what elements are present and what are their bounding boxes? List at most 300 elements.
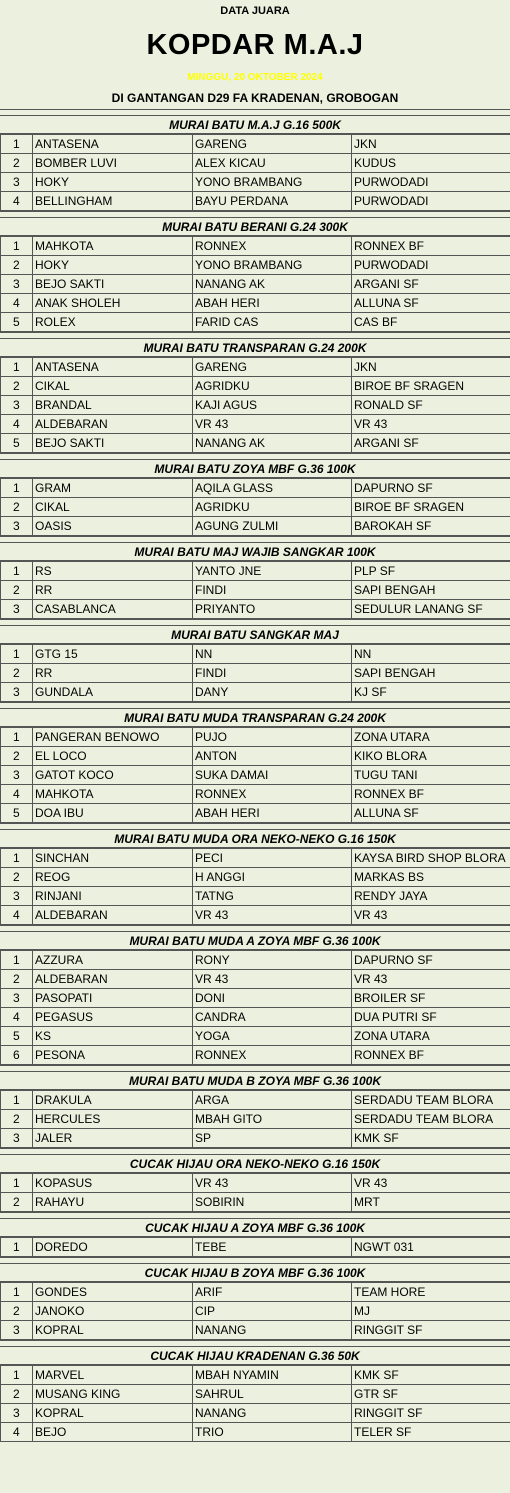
rank-cell: 1 [1,849,33,868]
team-cell: ARGANI SF [352,434,510,453]
team-cell: TUGU TANI [352,766,510,785]
rank-cell: 2 [1,1385,33,1404]
owner-name-cell: MBAH NYAMIN [193,1366,352,1385]
bird-name-cell: BRANDAL [33,396,193,415]
bird-name-cell: MUSANG KING [33,1385,193,1404]
owner-name-cell: ABAH HERI [193,804,352,823]
bird-name-cell: GRAM [33,479,193,498]
header-subtitle: DATA JUARA [220,5,290,17]
class-section [0,453,510,536]
event-venue: DI GANTANGAN D29 FA KRADENAN, GROBOGAN [111,91,399,105]
table-row [1,1238,510,1257]
owner-name-cell: VR 43 [193,970,352,989]
rank-cell: 3 [1,396,33,415]
table-row [1,1129,510,1148]
team-cell: RONNEX BF [352,785,510,804]
team-cell: BIROE BF SRAGEN [352,498,510,517]
class-section [0,925,510,1065]
team-cell: BROILER SF [352,989,510,1008]
bird-name-cell: HOKY [33,173,193,192]
table-row [1,664,510,683]
rank-cell: 1 [1,562,33,581]
bird-name-cell: CIKAL [33,377,193,396]
class-section [0,1065,510,1148]
table-row [1,1091,510,1110]
bird-name-cell: JANOKO [33,1302,193,1321]
class-section [0,536,510,619]
class-section [0,1212,510,1257]
rank-cell: 1 [1,1174,33,1193]
table-row [1,517,510,536]
rank-cell: 1 [1,479,33,498]
bird-name-cell: RR [33,581,193,600]
header [0,0,510,109]
team-cell: VR 43 [352,1174,510,1193]
rank-cell: 2 [1,498,33,517]
results-table [0,1090,510,1148]
bird-name-cell: BEJO [33,1423,193,1442]
bird-name-cell: MAHKOTA [33,237,193,256]
table-row [1,951,510,970]
rank-cell: 1 [1,358,33,377]
team-cell: PLP SF [352,562,510,581]
bird-name-cell: ROLEX [33,313,193,332]
table-row [1,377,510,396]
rank-cell: 3 [1,1404,33,1423]
rank-cell: 2 [1,664,33,683]
owner-name-cell: RONY [193,951,352,970]
rank-cell: 3 [1,600,33,619]
team-cell: RONALD SF [352,396,510,415]
class-title: MURAI BATU SANGKAR MAJ [0,625,510,644]
team-cell: KIKO BLORA [352,747,510,766]
class-title: MURAI BATU MUDA ORA NEKO-NEKO G.16 150K [0,829,510,848]
bird-name-cell: CIKAL [33,498,193,517]
class-section [0,1148,510,1212]
rank-cell: 2 [1,377,33,396]
table-row [1,887,510,906]
bird-name-cell: RAHAYU [33,1193,193,1212]
bird-name-cell: DOREDO [33,1238,193,1257]
owner-name-cell: PRIYANTO [193,600,352,619]
team-cell: PURWODADI [352,256,510,275]
owner-name-cell: PUJO [193,728,352,747]
results-table [0,357,510,453]
table-row [1,434,510,453]
team-cell: SERDADU TEAM BLORA [352,1110,510,1129]
team-cell: ALLUNA SF [352,294,510,313]
owner-name-cell: RONNEX [193,1046,352,1065]
table-row [1,1174,510,1193]
bird-name-cell: BELLINGHAM [33,192,193,211]
bird-name-cell: ALDEBARAN [33,970,193,989]
bird-name-cell: BEJO SAKTI [33,275,193,294]
table-row [1,906,510,925]
owner-name-cell: YOGA [193,1027,352,1046]
rank-cell: 3 [1,887,33,906]
bird-name-cell: OASIS [33,517,193,536]
bird-name-cell: PEGASUS [33,1008,193,1027]
rank-cell: 1 [1,1091,33,1110]
team-cell: KMK SF [352,1129,510,1148]
bird-name-cell: JALER [33,1129,193,1148]
team-cell: RONNEX BF [352,237,510,256]
rank-cell: 4 [1,1008,33,1027]
table-row [1,1193,510,1212]
bird-name-cell: ALDEBARAN [33,906,193,925]
rank-cell: 3 [1,989,33,1008]
team-cell: CAS BF [352,313,510,332]
table-row [1,1027,510,1046]
rank-cell: 4 [1,785,33,804]
team-cell: BAROKAH SF [352,517,510,536]
table-row [1,358,510,377]
bird-name-cell: GONDES [33,1283,193,1302]
team-cell: VR 43 [352,415,510,434]
bird-name-cell: SINCHAN [33,849,193,868]
owner-name-cell: BAYU PERDANA [193,192,352,211]
owner-name-cell: VR 43 [193,906,352,925]
team-cell: PURWODADI [352,173,510,192]
owner-name-cell: ABAH HERI [193,294,352,313]
owner-name-cell: FINDI [193,581,352,600]
rank-cell: 3 [1,766,33,785]
rank-cell: 1 [1,1238,33,1257]
rank-cell: 2 [1,1302,33,1321]
bird-name-cell: DOA IBU [33,804,193,823]
table-row [1,970,510,989]
rank-cell: 1 [1,951,33,970]
rank-cell: 3 [1,1129,33,1148]
team-cell: VR 43 [352,906,510,925]
rank-cell: 5 [1,434,33,453]
owner-name-cell: SUKA DAMAI [193,766,352,785]
bird-name-cell: RR [33,664,193,683]
class-title: MURAI BATU M.A.J G.16 500K [0,115,510,134]
bird-name-cell: GATOT KOCO [33,766,193,785]
team-cell: RINGGIT SF [352,1404,510,1423]
bird-name-cell: HERCULES [33,1110,193,1129]
rank-cell: 4 [1,415,33,434]
rank-cell: 4 [1,1423,33,1442]
team-cell: VR 43 [352,970,510,989]
bird-name-cell: DRAKULA [33,1091,193,1110]
class-title: MURAI BATU TRANSPARAN G.24 200K [0,338,510,357]
owner-name-cell: GARENG [193,358,352,377]
owner-name-cell: NANANG AK [193,434,352,453]
class-section [0,211,510,332]
class-section [0,702,510,823]
rank-cell: 1 [1,1366,33,1385]
results-table [0,134,510,211]
table-row [1,1366,510,1385]
results-table [0,950,510,1065]
team-cell: KAYSA BIRD SHOP BLORA [352,849,510,868]
team-cell: PURWODADI [352,192,510,211]
rank-cell: 1 [1,728,33,747]
table-row [1,1404,510,1423]
owner-name-cell: NANANG AK [193,275,352,294]
team-cell: DAPURNO SF [352,951,510,970]
table-row [1,747,510,766]
owner-name-cell: RONNEX [193,785,352,804]
table-row [1,1046,510,1065]
bird-name-cell: PESONA [33,1046,193,1065]
owner-name-cell: DONI [193,989,352,1008]
team-cell: ALLUNA SF [352,804,510,823]
class-title: MURAI BATU ZOYA MBF G.36 100K [0,459,510,478]
owner-name-cell: SP [193,1129,352,1148]
team-cell: MRT [352,1193,510,1212]
bird-name-cell: ANTASENA [33,358,193,377]
results-table [0,1365,510,1442]
bird-name-cell: HOKY [33,256,193,275]
class-title: CUCAK HIJAU B ZOYA MBF G.36 100K [0,1263,510,1282]
class-title: MURAI BATU MAJ WAJIB SANGKAR 100K [0,542,510,561]
rank-cell: 3 [1,173,33,192]
rank-cell: 3 [1,517,33,536]
team-cell: KJ SF [352,683,510,702]
results-table [0,727,510,823]
results-table [0,561,510,619]
owner-name-cell: TRIO [193,1423,352,1442]
table-row [1,415,510,434]
team-cell: TELER SF [352,1423,510,1442]
owner-name-cell: YONO BRAMBANG [193,173,352,192]
team-cell: RINGGIT SF [352,1321,510,1340]
rank-cell: 4 [1,294,33,313]
table-row [1,562,510,581]
bird-name-cell: BOMBER LUVI [33,154,193,173]
class-title: MURAI BATU MUDA A ZOYA MBF G.36 100K [0,931,510,950]
class-title: MURAI BATU BERANI G.24 300K [0,217,510,236]
owner-name-cell: ARGA [193,1091,352,1110]
team-cell: RENDY JAYA [352,887,510,906]
table-row [1,396,510,415]
owner-name-cell: SAHRUL [193,1385,352,1404]
table-row [1,1302,510,1321]
class-section [0,1340,510,1442]
class-section [0,823,510,925]
table-row [1,1110,510,1129]
owner-name-cell: RONNEX [193,237,352,256]
table-row [1,237,510,256]
table-row [1,294,510,313]
class-title: MURAI BATU MUDA TRANSPARAN G.24 200K [0,708,510,727]
team-cell: ZONA UTARA [352,728,510,747]
rank-cell: 4 [1,906,33,925]
bird-name-cell: GUNDALA [33,683,193,702]
bird-name-cell: MAHKOTA [33,785,193,804]
rank-cell: 2 [1,581,33,600]
bird-name-cell: GTG 15 [33,645,193,664]
bird-name-cell: RS [33,562,193,581]
results-table [0,478,510,536]
rank-cell: 1 [1,645,33,664]
owner-name-cell: TEBE [193,1238,352,1257]
rank-cell: 4 [1,192,33,211]
table-row [1,728,510,747]
owner-name-cell: NANANG [193,1404,352,1423]
page-title: KOPDAR M.A.J [146,29,364,61]
bird-name-cell: MARVEL [33,1366,193,1385]
owner-name-cell: ANTON [193,747,352,766]
owner-name-cell: AGRIDKU [193,377,352,396]
class-section [0,619,510,702]
table-row [1,275,510,294]
table-row [1,192,510,211]
event-date: MINGGU, 20 OKTOBER 2024 [187,72,323,83]
team-cell: JKN [352,135,510,154]
rank-cell: 2 [1,970,33,989]
rank-cell: 2 [1,1110,33,1129]
team-cell: SEDULUR LANANG SF [352,600,510,619]
owner-name-cell: FINDI [193,664,352,683]
table-row [1,135,510,154]
owner-name-cell: AQILA GLASS [193,479,352,498]
table-row [1,989,510,1008]
bird-name-cell: REOG [33,868,193,887]
owner-name-cell: YONO BRAMBANG [193,256,352,275]
owner-name-cell: GARENG [193,135,352,154]
bird-name-cell: PASOPATI [33,989,193,1008]
table-row [1,1423,510,1442]
class-title: CUCAK HIJAU A ZOYA MBF G.36 100K [0,1218,510,1237]
team-cell: BIROE BF SRAGEN [352,377,510,396]
class-section [0,332,510,453]
bird-name-cell: ANAK SHOLEH [33,294,193,313]
rank-cell: 5 [1,1027,33,1046]
owner-name-cell: AGUNG ZULMI [193,517,352,536]
owner-name-cell: SOBIRIN [193,1193,352,1212]
rank-cell: 2 [1,747,33,766]
bird-name-cell: KOPRAL [33,1404,193,1423]
team-cell: RONNEX BF [352,1046,510,1065]
owner-name-cell: FARID CAS [193,313,352,332]
results-table [0,1282,510,1340]
owner-name-cell: NANANG [193,1321,352,1340]
owner-name-cell: YANTO JNE [193,562,352,581]
owner-name-cell: MBAH GITO [193,1110,352,1129]
class-title: CUCAK HIJAU ORA NEKO-NEKO G.16 150K [0,1154,510,1173]
class-title: MURAI BATU MUDA B ZOYA MBF G.36 100K [0,1071,510,1090]
bird-name-cell: KOPASUS [33,1174,193,1193]
owner-name-cell: DANY [193,683,352,702]
table-row [1,1321,510,1340]
rank-cell: 3 [1,275,33,294]
results-table [0,1237,510,1257]
owner-name-cell: ARIF [193,1283,352,1302]
class-title: CUCAK HIJAU KRADENAN G.36 50K [0,1346,510,1365]
team-cell: KUDUS [352,154,510,173]
rank-cell: 6 [1,1046,33,1065]
rank-cell: 5 [1,804,33,823]
team-cell: GTR SF [352,1385,510,1404]
table-row [1,173,510,192]
bird-name-cell: ANTASENA [33,135,193,154]
team-cell: SAPI BENGAH [352,664,510,683]
results-sections [0,109,510,1442]
table-row [1,683,510,702]
table-row [1,581,510,600]
bird-name-cell: EL LOCO [33,747,193,766]
rank-cell: 2 [1,256,33,275]
owner-name-cell: CANDRA [193,1008,352,1027]
table-row [1,1008,510,1027]
results-table [0,848,510,925]
table-row [1,645,510,664]
owner-name-cell: KAJI AGUS [193,396,352,415]
team-cell: ZONA UTARA [352,1027,510,1046]
owner-name-cell: VR 43 [193,415,352,434]
rank-cell: 2 [1,154,33,173]
rank-cell: 1 [1,1283,33,1302]
rank-cell: 1 [1,237,33,256]
bird-name-cell: ALDEBARAN [33,415,193,434]
team-cell: SAPI BENGAH [352,581,510,600]
owner-name-cell: ALEX KICAU [193,154,352,173]
team-cell: MARKAS BS [352,868,510,887]
rank-cell: 3 [1,683,33,702]
team-cell: TEAM HORE [352,1283,510,1302]
table-row [1,849,510,868]
table-row [1,1283,510,1302]
table-row [1,313,510,332]
class-section [0,109,510,211]
bird-name-cell: CASABLANCA [33,600,193,619]
table-row [1,479,510,498]
owner-name-cell: TATNG [193,887,352,906]
bird-name-cell: KOPRAL [33,1321,193,1340]
rank-cell: 2 [1,868,33,887]
table-row [1,154,510,173]
team-cell: DUA PUTRI SF [352,1008,510,1027]
team-cell: NGWT 031 [352,1238,510,1257]
table-row [1,785,510,804]
table-row [1,256,510,275]
table-row [1,600,510,619]
rank-cell: 3 [1,1321,33,1340]
class-section [0,1257,510,1340]
table-row [1,766,510,785]
results-table [0,236,510,332]
owner-name-cell: AGRIDKU [193,498,352,517]
rank-cell: 5 [1,313,33,332]
team-cell: JKN [352,358,510,377]
rank-cell: 1 [1,135,33,154]
bird-name-cell: KS [33,1027,193,1046]
owner-name-cell: VR 43 [193,1174,352,1193]
team-cell: NN [352,645,510,664]
team-cell: KMK SF [352,1366,510,1385]
table-row [1,498,510,517]
bird-name-cell: RINJANI [33,887,193,906]
table-row [1,804,510,823]
bird-name-cell: BEJO SAKTI [33,434,193,453]
owner-name-cell: NN [193,645,352,664]
bird-name-cell: PANGERAN BENOWO [33,728,193,747]
table-row [1,1385,510,1404]
owner-name-cell: PECI [193,849,352,868]
team-cell: SERDADU TEAM BLORA [352,1091,510,1110]
owner-name-cell: CIP [193,1302,352,1321]
bird-name-cell: AZZURA [33,951,193,970]
table-row [1,868,510,887]
results-table [0,1173,510,1212]
team-cell: DAPURNO SF [352,479,510,498]
results-table [0,644,510,702]
rank-cell: 2 [1,1193,33,1212]
